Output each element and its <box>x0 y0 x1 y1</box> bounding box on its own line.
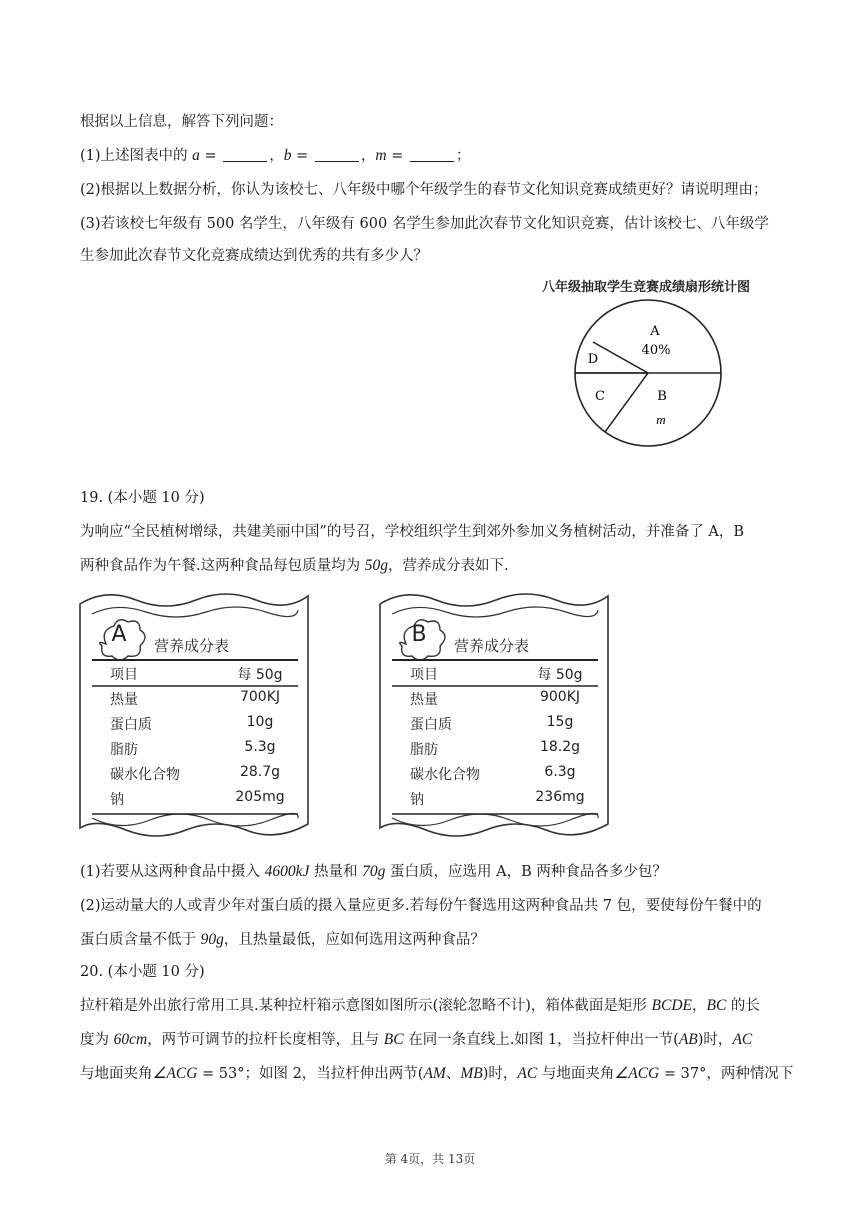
card-row: 钠 205mg <box>110 789 285 808</box>
card-row: 蛋白质 10g <box>110 714 274 733</box>
question-1-line: (1)上述图表中的 a = ，b = ，m = ； <box>80 147 471 164</box>
card-row: 脂肪 18.2g <box>410 739 581 758</box>
card-row: 碳水化合物 28.7g <box>110 764 281 783</box>
question-3-line: (3)若该校七年级有 500 名学生，八年级有 600 名学生参加此次春节文化知识竞赛，估计该校七、八年级学 <box>80 216 769 232</box>
question-20-header: 20. (本小题 10 分) <box>80 964 205 980</box>
question-20-line-1: 拉杆箱是外出旅行常用工具.某种拉杆箱示意图如图所示(滚轮忽略不计)，箱体截面是矩形 BCDE，BC 的长 <box>80 997 760 1014</box>
card-letter-b: B <box>411 622 427 647</box>
pie-label-d: D <box>587 352 599 367</box>
instruction-line: 根据以上信息，解答下列问题： <box>80 114 283 130</box>
answer-blank-b <box>315 147 359 162</box>
answer-blank-m <box>410 147 454 162</box>
question-20-line-2: 度为 60cm，两节可调节的拉杆长度相等，且与 BC 在同一条直线上.如图 1，当拉杆伸出一节(AB)时，AC <box>80 1031 753 1048</box>
card-row: 碳水化合物 6.3g <box>410 764 576 783</box>
pie-label-b: B <box>657 389 667 404</box>
answer-blank-a <box>223 147 267 162</box>
question-19-part-2-line-2: 蛋白质含量不低于 90g，且热量最低，应如何选用这两种食品？ <box>80 931 485 948</box>
card-header-row: 项目 每 50g <box>110 667 283 683</box>
card-title: 营养成分表 <box>454 637 530 655</box>
pie-divider-da <box>593 342 648 373</box>
card-row: 热量 700KJ <box>110 689 281 708</box>
pie-value-b: m <box>656 412 666 427</box>
question-19-line-2: 两种食品作为午餐.这两种食品每包质量均为 50g，营养成分表如下. <box>80 557 509 574</box>
pie-value-a: 40% <box>641 343 671 358</box>
question-3-line-2: 生参加此次春节文化竞赛成绩达到优秀的共有多少人？ <box>80 248 428 264</box>
question-2-line: (2)根据以上数据分析，你认为该校七、八年级中哪个年级学生的春节文化知识竞赛成绩更好？请说明理由； <box>80 182 768 198</box>
card-title: 营养成分表 <box>154 637 230 655</box>
question-19-part-1: (1)若要从这两种食品中摄入 4600kJ 热量和 70g 蛋白质，应选用 A，B 两种食品各多少包？ <box>80 863 667 880</box>
pie-divider-cb <box>605 373 648 432</box>
pie-label-a: A <box>650 324 660 339</box>
pie-chart-title: 八年级抽取学生竞赛成绩扇形统计图 <box>542 280 751 295</box>
nutrition-card-a <box>76 584 316 846</box>
pie-label-c: C <box>595 389 605 404</box>
card-letter-a: A <box>111 622 127 647</box>
card-row: 钠 236mg <box>410 789 585 808</box>
question-19-header: 19. (本小题 10 分) <box>80 490 205 506</box>
pie-chart <box>536 272 786 452</box>
question-19-part-2: (2)运动量大的人或青少年对蛋白质的摄入量应更多.若每份午餐选用这两种食品共 7 包，要使每份午餐中的 <box>80 898 762 914</box>
card-row: 脂肪 5.3g <box>110 739 276 758</box>
page-footer: 第 4页，共 13页 <box>384 1152 476 1166</box>
card-row: 蛋白质 15g <box>410 714 574 733</box>
card-row: 热量 900KJ <box>410 689 581 708</box>
question-19-line-1: 为响应“全民植树增绿，共建美丽中国”的号召，学校组织学生到郊外参加义务植树活动，并准备了 A，B <box>80 524 745 540</box>
card-header-row: 项目 每 50g <box>410 667 583 683</box>
nutrition-card-b <box>376 584 616 846</box>
question-20-line-3: 与地面夹角∠ACG = 53°；如图 2，当拉杆伸出两节(AM、MB)时，AC 与地面夹角∠ACG = 37°，两种情况下 <box>80 1065 794 1082</box>
